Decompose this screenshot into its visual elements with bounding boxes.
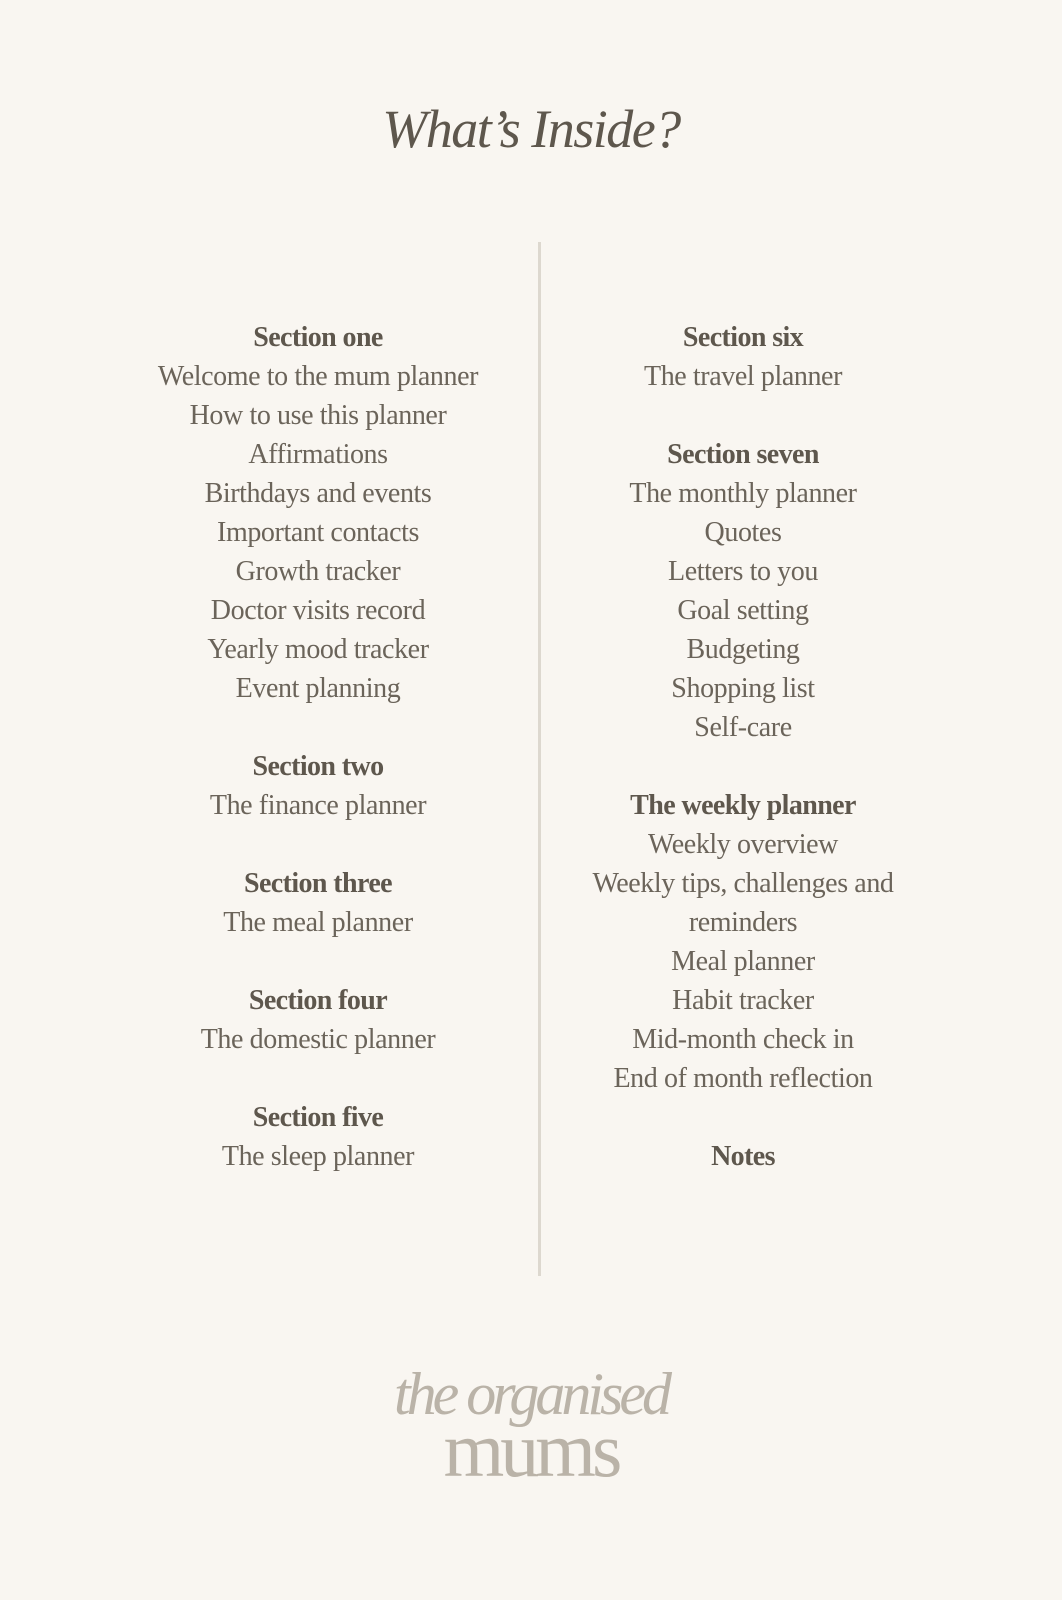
section-item: Meal planner	[671, 946, 815, 977]
logo-line-2: mums	[443, 1406, 619, 1493]
section-item: How to use this planner	[189, 400, 447, 431]
contents-section	[533, 1137, 953, 1176]
contents-section	[533, 318, 953, 396]
section-item: End of month reflection	[613, 1063, 873, 1094]
section-item: Important contacts	[217, 517, 419, 548]
contents-section	[533, 435, 953, 747]
section-item: Habit tracker	[672, 985, 814, 1016]
section-heading: Section seven	[667, 439, 819, 470]
section-item: Yearly mood tracker	[207, 634, 429, 665]
section-heading: Section four	[248, 985, 388, 1016]
section-heading: The weekly planner	[630, 790, 856, 821]
section-heading: Section five	[252, 1102, 384, 1133]
section-item: Birthdays and events	[204, 478, 432, 509]
section-item: Weekly tips, challenges and	[592, 868, 894, 899]
section-item: Quotes	[704, 517, 782, 548]
logo-line-1: the organised	[393, 1361, 669, 1427]
contents-section	[108, 864, 528, 942]
brand-logo	[0, 1361, 1062, 1493]
section-item: Welcome to the mum planner	[157, 361, 479, 392]
section-item: Self-care	[694, 712, 792, 743]
section-item: Event planning	[235, 673, 401, 704]
section-heading: Section one	[253, 322, 383, 353]
section-item: Letters to you	[668, 556, 818, 587]
section-item: The finance planner	[209, 790, 427, 821]
contents-section	[108, 318, 528, 708]
section-item: Budgeting	[686, 634, 800, 665]
section-item: The monthly planner	[629, 478, 857, 509]
section-item: Weekly overview	[647, 829, 838, 860]
section-item: reminders	[688, 907, 798, 938]
section-item: The meal planner	[223, 907, 413, 938]
section-item: Shopping list	[671, 673, 815, 704]
section-item: Doctor visits record	[210, 595, 426, 626]
section-item: Goal setting	[677, 595, 809, 626]
section-item: Affirmations	[248, 439, 388, 470]
section-item: The domestic planner	[200, 1024, 436, 1055]
section-item: The sleep planner	[221, 1141, 415, 1172]
section-heading: Section two	[252, 751, 384, 782]
contents-section	[108, 747, 528, 825]
contents-section	[533, 786, 953, 1098]
section-item: Growth tracker	[235, 556, 401, 587]
section-item: The travel planner	[643, 361, 843, 392]
page-title: What’s Inside?	[382, 99, 680, 159]
contents-section	[108, 1098, 528, 1176]
section-heading: Section six	[682, 322, 804, 353]
section-heading: Section three	[244, 868, 392, 899]
right-column	[533, 318, 953, 1176]
section-heading: Notes	[711, 1141, 775, 1172]
section-item: Mid-month check in	[632, 1024, 854, 1055]
contents-section	[108, 981, 528, 1059]
left-column	[108, 318, 528, 1176]
